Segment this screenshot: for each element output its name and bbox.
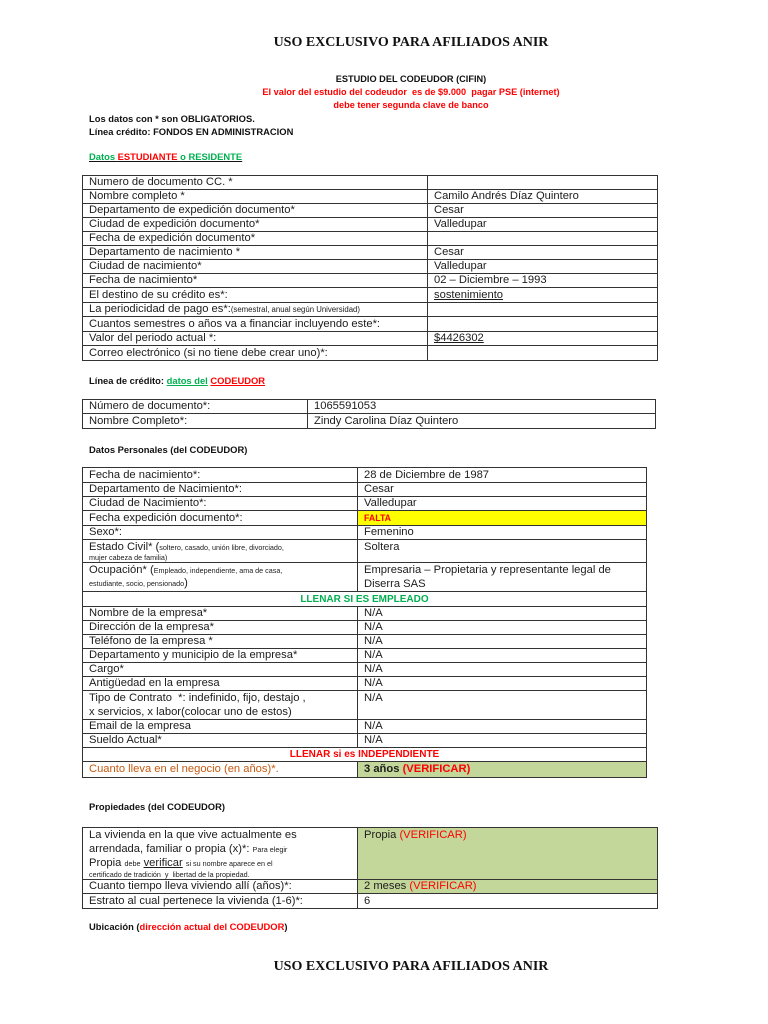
housing-line-2: arrendada, familiar o propia (x)*: [89,843,250,855]
birth-department-value: Cesar [428,246,658,260]
table-row [83,691,647,720]
period-value-value: $4426302 [428,332,658,346]
occupation-value-line-1: Empresaria – Propietaria y representante legal de [364,564,611,576]
required-fields-note: Los datos con * son OBLIGATORIOS. [89,113,255,124]
location-heading [89,920,287,933]
personal-data-heading: Datos Personales (del CODEUDOR) [89,444,248,455]
properties-table [82,827,658,909]
table-row [83,649,647,663]
table-row [83,497,647,511]
table-row [83,468,647,483]
codeudor-section-title [89,374,265,387]
missing-badge: FALTA [364,512,392,523]
student-section-title [89,150,242,163]
issue-department-label: Departamento de expedición documento* [83,204,428,218]
housing-line-3-note-1: debe [124,859,141,868]
salary-label: Sueldo Actual* [83,734,358,748]
residence-time-label: Cuanto tiempo lleva viviendo allí (años)*: [83,880,358,894]
codeudor-birth-city-label: Ciudad de Nacimiento*: [83,497,358,511]
location-highlight: dirección actual del CODEUDOR [139,921,285,932]
email-label: Correo electrónico (si no tiene debe crear uno)*: [83,346,428,361]
study-heading: ESTUDIO DEL CODEUDOR (CIFIN) [335,74,487,84]
payment-frequency-value [428,303,658,317]
business-years-value-text: 3 años [364,763,400,775]
contract-type-line-1: Tipo de Contrato *: indefinido, fijo, destajo , [89,692,306,704]
verify-flag: (VERIFICAR) [402,763,471,775]
independent-banner: LLENAR si es INDEPENDIENTE [83,748,647,762]
student-title-highlight: ESTUDIANTE [117,151,178,162]
table-row [83,204,658,218]
occupation-label [83,563,358,592]
codeudor-name-value: Zindy Carolina Díaz Quintero [308,414,656,429]
table-row [83,483,647,497]
codeudor-birth-department-label: Departamento de Nacimiento*: [83,483,358,497]
company-location-value: N/A [358,649,647,663]
table-row [83,635,647,649]
codeudor-title-highlight-1: datos del [166,375,208,386]
issue-date-label: Fecha de expedición documento* [83,232,428,246]
student-data-table [82,175,658,361]
table-row [83,176,658,190]
location-prefix: Ubicación ( [89,921,140,932]
table-row [83,346,658,361]
period-value-label: Valor del periodo actual *: [83,332,428,346]
issue-city-label: Ciudad de expedición documento* [83,218,428,232]
marital-status-value-text: Soltera [364,541,400,553]
table-row [83,563,647,592]
table-row [83,828,658,880]
full-name-value: Camilo Andrés Díaz Quintero [428,190,658,204]
table-row [83,274,658,288]
residence-time-value [358,880,658,894]
payment-frequency-text: La periodicidad de pago es*: [89,303,231,315]
verify-flag: (VERIFICAR) [409,880,477,892]
seniority-label: Antigüedad en la empresa [83,677,358,691]
table-row [83,734,647,748]
housing-line-3-link: verificar [143,857,183,869]
table-row [83,894,658,909]
stratum-value: 6 [358,894,658,909]
table-row [83,303,658,317]
fee-notice-line-1: El valor del estudio del codeudor es de $9.000 pagar PSE (internet) [262,87,560,97]
table-row [83,190,658,204]
issue-date-value [428,232,658,246]
location-suffix: ) [284,921,288,932]
email-value [428,346,658,361]
company-name-value: N/A [358,607,647,621]
verify-flag: (VERIFICAR) [399,829,467,841]
birth-date-value: 02 – Diciembre – 1993 [428,274,658,288]
table-row [83,288,658,303]
credit-purpose-label: El destino de su crédito es*: [83,288,428,303]
stratum-label: Estrato al cual pertenece la vivienda (1-6)*: [83,894,358,909]
table-row [83,246,658,260]
requirements-block [89,112,293,138]
codeudor-birth-city-value: Valledupar [358,497,647,511]
student-title-suffix: o RESIDENTE [180,151,243,162]
codeudor-title-prefix: Línea de crédito: [89,375,165,386]
table-row [83,260,658,274]
table-row [83,526,647,540]
codeudor-issue-date-label: Fecha expedición documento*: [83,511,358,526]
codeudor-title-highlight-2: CODEUDOR [210,375,266,386]
birth-department-label: Departamento de nacimiento * [83,246,428,260]
table-row [83,880,658,894]
codeudor-birth-date-label: Fecha de nacimiento*: [83,468,358,483]
marital-status-label [83,540,358,563]
contract-type-label [83,691,358,720]
table-row [83,762,647,778]
residence-time-value-text: 2 meses [364,880,407,892]
housing-label [83,828,358,880]
birth-date-label: Fecha de nacimiento* [83,274,428,288]
housing-line-2-note: Para elegir [252,845,288,854]
properties-heading: Propiedades (del CODEUDOR) [89,801,225,812]
company-phone-value: N/A [358,635,647,649]
table-row [83,607,647,621]
table-row [83,511,647,526]
codeudor-id-table [82,399,656,429]
salary-value: N/A [358,734,647,748]
occupation-text: Ocupación* ( [89,564,154,576]
occupation-note-1: Empleado, independiente, ama de casa, [153,566,283,575]
financed-periods-value [428,317,658,332]
document-number-value [428,176,658,190]
table-row [83,748,647,762]
marital-status-text: Estado Civil* ( [89,541,160,553]
fee-notice-line-2: debe tener segunda clave de banco [333,100,489,110]
payment-frequency-note: (semestral, anual según Universidad) [230,305,360,314]
company-name-label: Nombre de la empresa* [83,607,358,621]
occupation-value [358,563,647,592]
codeudor-name-label: Nombre Completo*: [83,414,308,429]
payment-frequency-label [83,303,428,317]
job-title-value: N/A [358,663,647,677]
financed-periods-label: Cuantos semestres o años va a financiar incluyendo este*: [83,317,428,332]
contract-type-value-text: N/A [364,692,383,704]
housing-line-4-note: certificado de tradición y libertad de la propiedad. [89,870,250,879]
credit-line-note: Línea crédito: FONDOS EN ADMINISTRACION [89,126,294,137]
table-row [83,317,658,332]
employee-banner: LLENAR SI ES EMPLEADO [83,592,647,607]
contract-type-line-2: x servicios, x labor(colocar uno de estos) [89,706,292,718]
issue-department-value: Cesar [428,204,658,218]
credit-purpose-value: sostenimiento [428,288,658,303]
table-row [83,414,656,429]
marital-status-note-2: mujer cabeza de familia) [89,553,168,562]
table-row [83,677,647,691]
intro-block [111,73,711,112]
business-years-value [358,762,647,778]
contract-type-value [358,691,647,720]
table-row [83,332,658,346]
company-address-value: N/A [358,621,647,635]
seniority-value: N/A [358,677,647,691]
table-row [83,232,658,246]
table-row [83,720,647,734]
table-row [83,540,647,563]
company-address-label: Dirección de la empresa* [83,621,358,635]
housing-line-3-note-2: si su nombre aparece en el [185,859,273,868]
housing-line-1: La vivienda en la que vive actualmente es [89,829,297,841]
marital-status-note-1: soltero, casado, unión libre, divorciado, [159,543,284,552]
company-email-label: Email de la empresa [83,720,358,734]
codeudor-birth-date-value: 28 de Diciembre de 1987 [358,468,647,483]
table-row [83,621,647,635]
housing-value [358,828,658,880]
student-title-prefix: Datos [89,151,116,162]
company-location-label: Departamento y municipio de la empresa* [83,649,358,663]
marital-status-value [358,540,647,563]
footer-title: USO EXCLUSIVO PARA AFILIADOS ANIR [273,959,549,974]
table-row [83,592,647,607]
full-name-label: Nombre completo * [83,190,428,204]
table-row [83,218,658,232]
housing-line-3-start: Propia [89,857,122,869]
sex-value: Femenino [358,526,647,540]
issue-city-value: Valledupar [428,218,658,232]
codeudor-issue-date-value [358,511,647,526]
personal-data-table [82,467,647,778]
table-row [83,663,647,677]
codeudor-birth-department-value: Cesar [358,483,647,497]
company-phone-label: Teléfono de la empresa * [83,635,358,649]
birth-city-label: Ciudad de nacimiento* [83,260,428,274]
job-title-label: Cargo* [83,663,358,677]
occupation-text-end: ) [184,577,188,589]
table-row [83,400,656,414]
birth-city-value: Valledupar [428,260,658,274]
codeudor-document-label: Número de documento*: [83,400,308,414]
document-number-label: Numero de documento CC. * [83,176,428,190]
business-years-label: Cuanto lleva en el negocio (en años)*. [83,762,358,778]
occupation-value-line-2: Diserra SAS [364,577,426,590]
company-email-value: N/A [358,720,647,734]
sex-label: Sexo*: [83,526,358,540]
codeudor-document-value: 1065591053 [308,400,656,414]
occupation-note-2: estudiante, socio, pensionado [89,579,185,588]
housing-value-text: Propia [364,829,397,841]
header-title: USO EXCLUSIVO PARA AFILIADOS ANIR [273,35,549,50]
